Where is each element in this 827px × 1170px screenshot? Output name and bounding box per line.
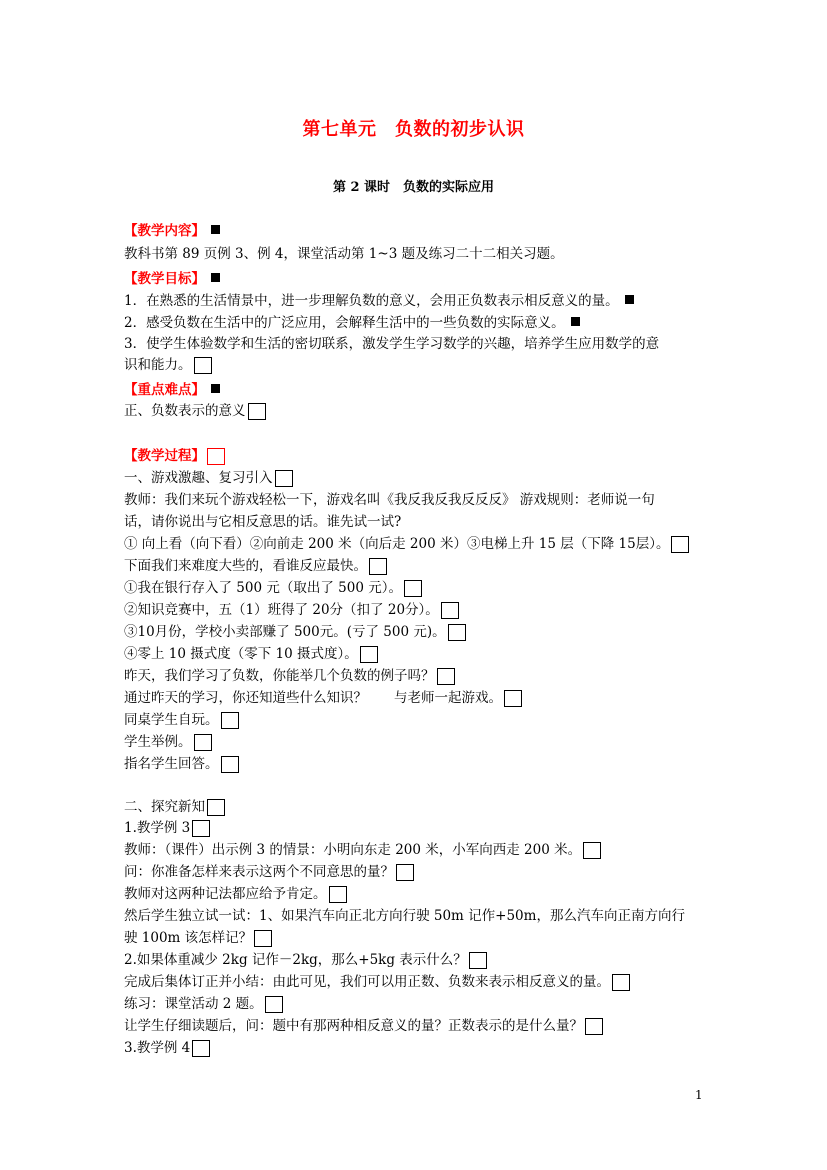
empty-box-mark [612, 974, 630, 991]
empty-box-mark [504, 690, 522, 707]
line-text: ③10月份，学校小卖部赚了 500元。(亏了 500 元)。 [124, 624, 446, 640]
text-line [124, 994, 283, 1014]
line-text: 3.教学例 4 [124, 1040, 191, 1056]
black-square-mark [625, 295, 634, 304]
text-line [124, 313, 580, 333]
text-line [124, 754, 239, 774]
black-square-mark [571, 317, 580, 326]
line-text: 2．感受负数在生活中的广泛应用，会解释生活中的一些负数的实际意义。 [124, 315, 565, 331]
line-text: 练习：课堂活动 2 题。 [124, 996, 263, 1012]
text-line [124, 928, 272, 948]
text-line [124, 840, 601, 860]
line-text: 完成后集体订正并小结：由此可见，我们可以用正数、负数来表示相反意义的量。 [124, 974, 610, 990]
text-line [124, 666, 455, 686]
text-line [124, 732, 212, 752]
empty-box-mark [585, 1018, 603, 1035]
line-text: 教科书第 89 页例 3、例 4，课堂活动第 1~3 题及练习二十二相关习题。 [124, 246, 564, 262]
text-line [124, 797, 225, 817]
empty-box-mark [329, 886, 347, 903]
line-text: 指名学生回答。 [124, 756, 219, 772]
text-line [124, 334, 659, 354]
line-text: 教师：我们来玩个游戏轻松一下，游戏名叫《我反我反我反反反》 游戏规则：老师说一句 [124, 492, 655, 508]
text-line [124, 710, 239, 730]
text-line [124, 244, 564, 264]
page-subtitle: 第 2 课时 负数的实际应用 [332, 180, 495, 195]
empty-box-mark [360, 646, 378, 663]
red-box-mark [207, 448, 225, 465]
line-text: 一、游戏激趣、复习引入 [124, 470, 273, 486]
line-text: ①我在银行存入了 500 元（取出了 500 元）。 [124, 580, 402, 596]
empty-box-mark [469, 952, 487, 969]
text-line [124, 906, 685, 926]
section-heading [124, 221, 220, 241]
line-text: 正、负数表示的意义 [124, 403, 246, 419]
empty-box-mark [671, 536, 689, 553]
text-line [124, 291, 634, 311]
text-line [124, 950, 487, 970]
empty-box-mark [254, 930, 272, 947]
empty-box-mark [194, 357, 212, 374]
empty-box-mark [583, 842, 601, 859]
black-square-mark [211, 384, 220, 393]
text-line [124, 622, 466, 642]
empty-box-mark [275, 470, 293, 487]
empty-box-mark [207, 799, 225, 816]
line-text: 学生举例。 [124, 734, 192, 750]
section-heading [124, 269, 220, 289]
text-line [124, 556, 387, 576]
line-text: 3．使学生体验数学和生活的密切联系，激发学生学习数学的兴趣，培养学生应用数学的意 [124, 336, 660, 352]
text-line [124, 862, 414, 882]
text-line [124, 512, 401, 532]
empty-box-mark [192, 1040, 210, 1057]
empty-box-mark [194, 734, 212, 751]
line-text: 【教学过程】 [124, 448, 205, 464]
section-heading [124, 446, 225, 466]
line-text: 识和能力。 [124, 357, 192, 373]
page-title: 第七单元 负数的初步认识 [302, 119, 525, 140]
empty-box-mark [437, 668, 455, 685]
empty-box-mark [221, 712, 239, 729]
text-line [124, 534, 689, 554]
empty-box-mark [369, 558, 387, 575]
line-text: 【教学目标】 [124, 271, 205, 287]
empty-box-mark [441, 602, 459, 619]
line-text: 教师对这两种记法都应给予肯定。 [124, 886, 327, 902]
empty-box-mark [221, 756, 239, 773]
text-line [124, 644, 378, 664]
text-line [124, 355, 212, 375]
line-text: 教师：（课件）出示例 3 的情景：小明向东走 200 米，小军向西走 200 米。 [124, 842, 582, 858]
line-text: 同桌学生自玩。 [124, 712, 219, 728]
empty-box-mark [396, 864, 414, 881]
text-line [124, 688, 522, 708]
line-text: 驶 100m 该怎样记？ [124, 930, 253, 946]
line-text: 2.如果体重减少 2kg 记作－2kg，那么+5kg 表示什么？ [124, 952, 467, 968]
line-text: 1.教学例 3 [124, 820, 191, 836]
section-heading [124, 380, 220, 400]
empty-box-mark [192, 820, 210, 837]
black-square-mark [211, 225, 220, 234]
text-line [124, 972, 630, 992]
line-text: ②知识竞赛中，五（1）班得了 20分（扣了 20分）。 [124, 602, 439, 618]
line-text: 1．在熟悉的生活情景中，进一步理解负数的意义，会用正负数表示相反意义的量。 [124, 293, 619, 309]
line-text: 【重点难点】 [124, 382, 205, 398]
line-text: 问：你准备怎样来表示这两个不同意思的量？ [124, 864, 394, 880]
empty-box-mark [248, 403, 266, 420]
line-text: 然后学生独立试一试：1、如果汽车向正北方向行驶 50m 记作+50m，那么汽车向正南方向行 [124, 908, 685, 924]
text-line [124, 1016, 603, 1036]
empty-box-mark [404, 580, 422, 597]
line-text: 让学生仔细读题后，问：题中有那两种相反意义的量？正数表示的是什么量？ [124, 1018, 583, 1034]
line-text: 话，请你说出与它相反意思的话。谁先试一试? [124, 514, 402, 530]
text-line [124, 468, 293, 488]
text-line [124, 401, 266, 421]
text-line [124, 818, 210, 838]
text-line [124, 600, 459, 620]
line-text: 昨天，我们学习了负数，你能举几个负数的例子吗？ [124, 668, 435, 684]
black-square-mark [211, 273, 220, 282]
empty-box-mark [448, 624, 466, 641]
line-text: 【教学内容】 [124, 223, 205, 239]
line-text: ① 向上看（向下看）②向前走 200 米（向后走 200 米）③电梯上升 15 层（下降 15层）。 [124, 536, 670, 552]
line-text: 下面我们来难度大些的，看谁反应最快。 [124, 558, 367, 574]
line-text: ④零上 10 摄式度（零下 10 摄式度）。 [124, 646, 358, 662]
text-line [124, 578, 422, 598]
line-text: 通过昨天的学习，你还知道些什么知识？ 与老师一起游戏。 [124, 690, 502, 706]
page-number: 1 [695, 1088, 703, 1102]
text-line [124, 490, 655, 510]
text-line [124, 884, 347, 904]
empty-box-mark [265, 996, 283, 1013]
line-text: 二、探究新知 [124, 799, 205, 815]
text-line [124, 1038, 210, 1058]
